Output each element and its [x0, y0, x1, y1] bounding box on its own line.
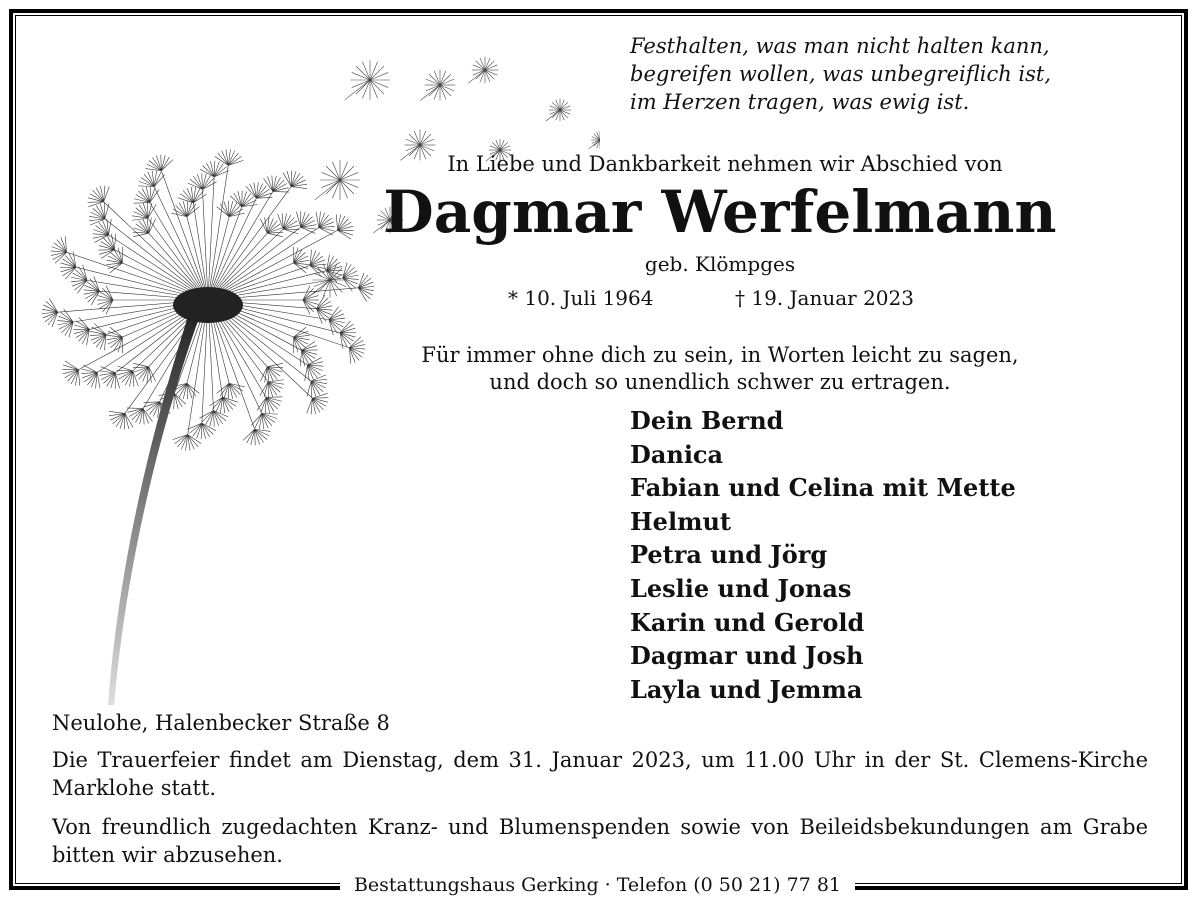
- mourner: Layla und Jemma: [630, 674, 863, 704]
- poem-line: begreifen wollen, was unbegreiflich ist,: [630, 62, 1052, 86]
- mourner: Fabian und Celina mit Mette: [630, 473, 1016, 503]
- quote-line: Für immer ohne dich zu sein, in Worten leicht zu sagen,: [421, 343, 1019, 367]
- death-date: † 19. Januar 2023: [735, 286, 914, 310]
- mourner: Leslie und Jonas: [630, 573, 852, 603]
- address: Neulohe, Halenbecker Straße 8: [52, 711, 390, 735]
- mourner: Karin und Gerold: [630, 607, 865, 637]
- funeral-info: Die Trauerfeier findet am Dienstag, dem 31. Januar 2023, um 11.00 Uhr in der St. Clemens-Kirche Marklohe statt.: [52, 748, 1148, 800]
- deceased-name: Dagmar Werfelmann: [383, 178, 1057, 246]
- mourner: Helmut: [630, 506, 731, 536]
- mourner: Dagmar und Josh: [630, 641, 864, 671]
- poem-line: Festhalten, was man nicht halten kann,: [630, 34, 1050, 58]
- poem-line: im Herzen tragen, was ewig ist.: [630, 90, 970, 114]
- funeral-home-footer: Bestattungshaus Gerking · Telefon (0 50 21) 77 81: [353, 874, 842, 896]
- birth-date: * 10. Juli 1964: [508, 286, 654, 310]
- quote-line: und doch so unendlich schwer zu ertragen.: [489, 370, 951, 394]
- mourner: Dein Bernd: [630, 406, 784, 435]
- birth-name: geb. Klömpges: [644, 252, 796, 276]
- mourner: Danica: [630, 439, 724, 469]
- donation-info: Von freundlich zugedachten Kranz- und Blumenspenden sowie von Beileidsbekundungen am Grabe bitten wir abzusehen.: [52, 815, 1148, 867]
- intro-text: In Liebe und Dankbarkeit nehmen wir Abschied von: [447, 152, 1003, 176]
- quote: [0, 342, 1200, 396]
- mourners-list: [630, 404, 1016, 706]
- mourner: Petra und Jörg: [630, 540, 828, 570]
- poem: [630, 32, 1051, 116]
